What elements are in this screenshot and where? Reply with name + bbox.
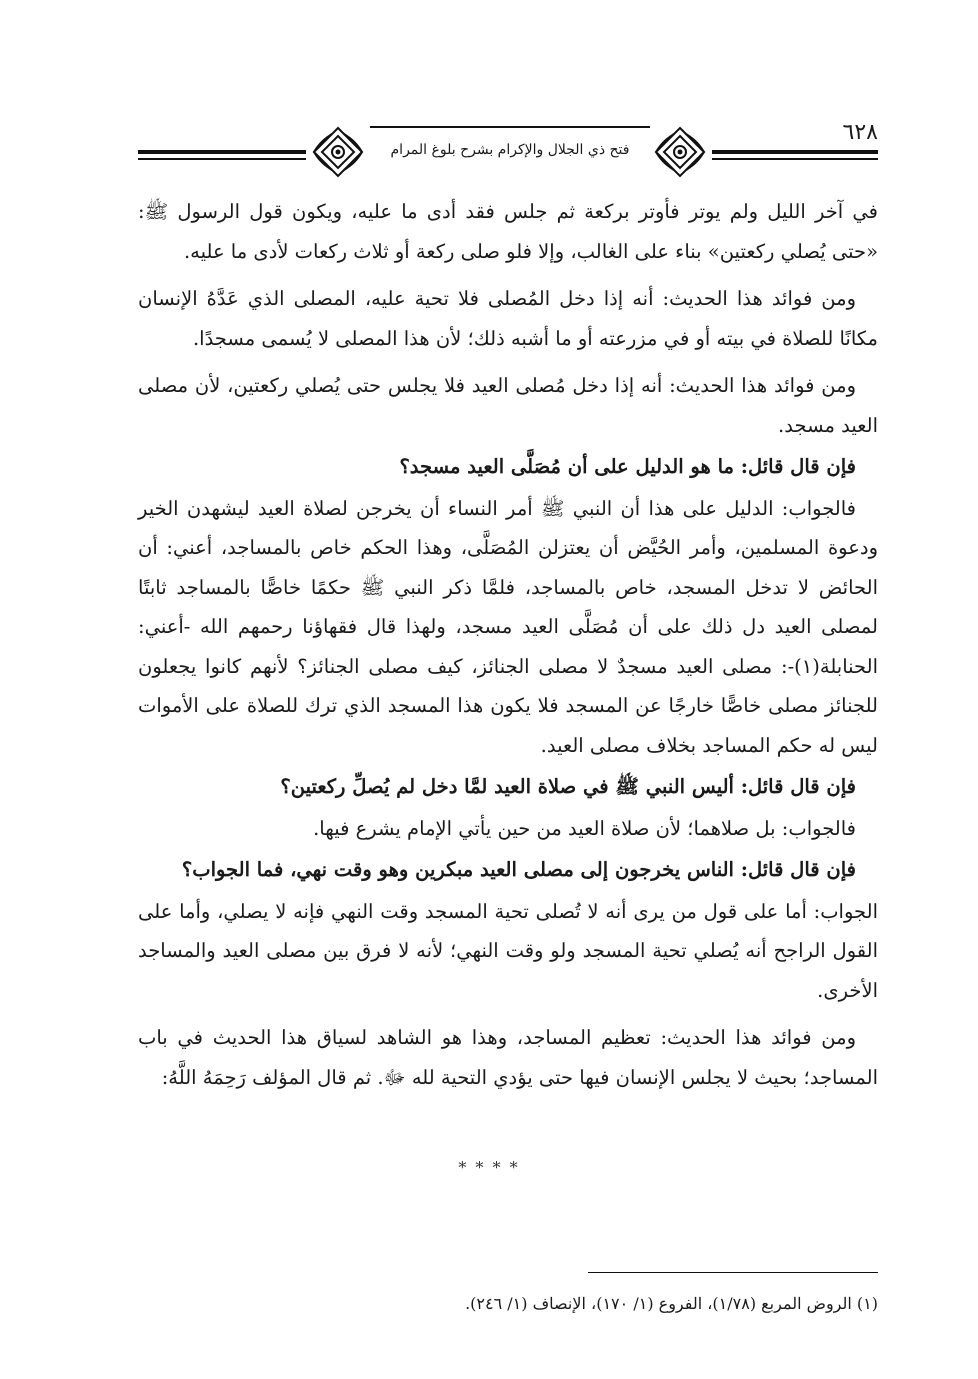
paragraph: ومن فوائد هذا الحديث: أنه إذا دخل مُصلى العيد فلا يجلس حتى يُصلي ركعتين، لأن مصلى العيد مسجد. [138,374,878,437]
answer-paragraph: فالجواب: بل صلاهما؛ لأن صلاة العيد من حين يأتي الإمام يشرع فيها. [313,816,856,840]
header-rule [138,158,306,160]
footnote: (١) الروض المربع (١/٧٨)، الفروع (١/ ١٧٠)، الإنصاف (١/ ٢٤٦). [465,1294,878,1313]
section-separator: * * * * [458,1158,520,1177]
running-title: فتح ذي الجلال والإكرام بشرح بلوغ المرام [390,142,630,158]
answer-paragraph: فالجواب: الدليل على هذا أن النبي ﷺ أمر النساء أن يخرجن لصلاة العيد ليشهدن الخير ودعوة المسلمين، وأمر الحُيَّض أن يعتزلن المُصَلَّى، وهذا الحكم خاص بالمساجد، أعني: أن الحائض لا تدخل المسجد، خاص بالمساجد، فلمَّا ذكر النبي ﷺ حكمًا خاصًّا بالمساجد ثابتًا لمصلى العيد دل ذلك على أن مُصَلَّى العيد مسجد، ولهذا قال فقهاؤنا رحمهم الله -أعني: الحنابلة(١)-: مصلى العيد مسجدٌ لا مصلى الجنائز، كيف مصلى الجنائز؟ لأنهم كانوا يجعلون للجنائز مصلى خاصًّا خارجًا عن المسجد فلا يكون هذا المسجد الذي ترك للصلاة على الأموات ليس له حكم المساجد بخلاف مصلى العيد. [138,496,878,757]
header-rule [138,150,306,154]
header-rule [370,126,650,128]
question-paragraph: فإن قال قائل: أليس النبي ﷺ في صلاة العيد لمَّا دخل لم يُصلِّ ركعتين؟ [280,775,856,798]
page-header [138,120,878,180]
header-rule [712,150,878,154]
ornament-icon [308,124,368,180]
page-number: ٦٢٨ [842,120,878,145]
question-paragraph: فإن قال قائل: ما هو الدليل على أن مُصَلَّى العيد مسجد؟ [399,455,856,478]
paragraph: ومن فوائد هذا الحديث: تعظيم المساجد، وهذا هو الشاهد لسياق هذا الحديث في باب المساجد؛ بحيث لا يجلس الإنسان فيها حتى يؤدي التحية لله ﷻ. ثم قال المؤلف رَحِمَهُ اللَّهُ: [138,1026,878,1089]
paragraph: في آخر الليل ولم يوتر فأوتر بركعة ثم جلس فقد أدى ما عليه، ويكون قول الرسول ﷺ: «حتى يُصلي ركعتين» بناء على الغالب، وإلا فلو صلى ركعة أو ثلاث ركعات لأدى ما عليه. [138,200,878,263]
paragraph: ومن فوائد هذا الحديث: أنه إذا دخل المُصلى فلا تحية عليه، المصلى الذي عَدَّهُ الإنسان مكانًا للصلاة في بيته أو في مزرعته أو ما أشبه ذلك؛ لأن هذا المصلى لا يُسمى مسجدًا. [138,287,878,350]
page-body [138,192,878,1099]
footnote-rule [588,1272,878,1273]
ornament-icon [650,124,710,180]
header-rule [712,158,878,160]
question-paragraph: فإن قال قائل: الناس يخرجون إلى مصلى العيد مبكرين وهو وقت نهي، فما الجواب؟ [181,858,856,881]
answer-paragraph: الجواب: أما على قول من يرى أنه لا تُصلى تحية المسجد وقت النهي فإنه لا يصلي، وأما على القول الراجح أنه يُصلي تحية المسجد ولو وقت النهي؛ لأنه لا فرق بين مصلى العيد والمساجد الأخرى. [138,899,878,1002]
